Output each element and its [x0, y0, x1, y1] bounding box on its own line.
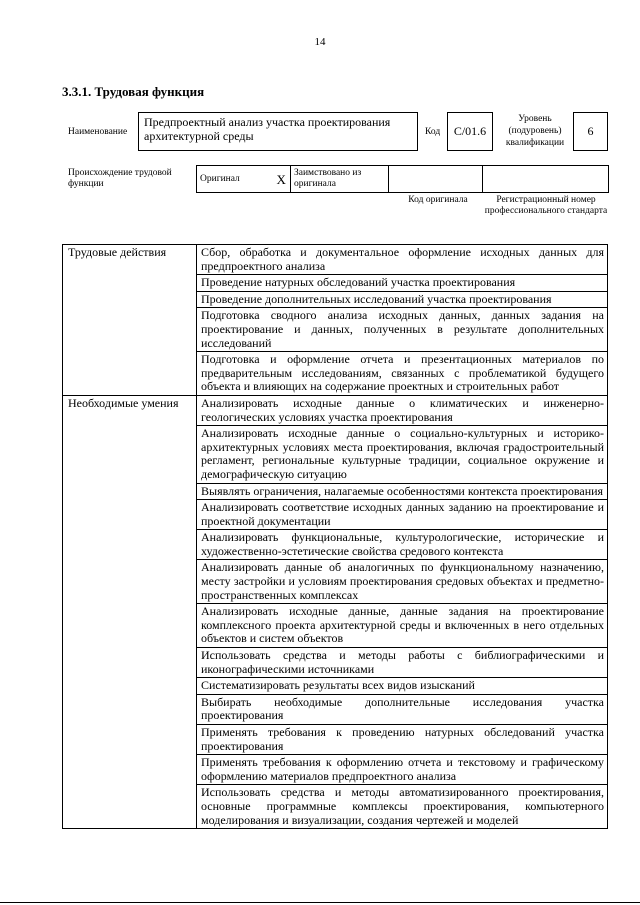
name-label: Наименование — [68, 127, 128, 137]
required-skill-heading: Необходимые умения — [63, 395, 197, 828]
section-title: 3.3.1. Трудовая функция — [62, 84, 205, 99]
labor-action-item: Подготовка и оформление отчета и презентационных материалов по предварительным исследованиям, связанных с проблематикой будущего объекта и влияющих на содержание проектных и строительных работ — [197, 352, 608, 396]
origin-label: Происхождение трудовой функции — [68, 168, 172, 189]
code-original-label: Код оригинала — [408, 195, 468, 205]
required-skill-item: Выявлять ограничения, налагаемые особенностями контекста проектирования — [197, 483, 608, 500]
required-skill-item: Использовать средства и методы работы с библиографическими и иконографическими источниками — [197, 648, 608, 678]
origin-table — [196, 165, 609, 193]
code-label: Код — [425, 127, 441, 137]
required-skill-item: Выбирать необходимые дополнительные исследования участка проектирования — [197, 694, 608, 724]
page-number: 14 — [314, 36, 326, 48]
required-skill-item: Систематизировать результаты всех видов изысканий — [197, 678, 608, 695]
required-skill-item: Анализировать исходные данные о социально-культурных и историко-архитектурных условиях места проектирования, включая градостроительный регламент, региональные культурные традиции, социальное окружение и демографическую ситуацию — [197, 426, 608, 483]
function-table — [62, 244, 608, 829]
function-name-box: Предпроектный анализ участка проектирования архитектурной среды — [138, 112, 418, 151]
required-skill-item: Анализировать исходные данные, данные задания на проектирование комплексного проекта архитектурной среды и включенных в него отдельных объектов и систем объектов — [197, 604, 608, 648]
labor-action-item: Проведение дополнительных исследований участка проектирования — [197, 291, 608, 308]
labor-action-row — [63, 245, 608, 275]
required-skill-item: Применять требования к оформлению отчета и текстовому и графическому оформлению материалов предпроектного анализа — [197, 755, 608, 785]
borrowed-cell: Заимствовано из оригинала — [291, 166, 389, 193]
level-box: 6 — [573, 112, 608, 151]
labor-action-heading: Трудовые действия — [63, 245, 197, 396]
required-skill-item: Анализировать функциональные, культурологические, исторические и художественно-эстетические свойства средового контекста — [197, 530, 608, 560]
required-skill-item: Анализировать данные об аналогичных по функциональному назначению, месту застройки и условиям проектирования средовых объектах и предметно-пространственных комплексах — [197, 560, 608, 604]
code-box: С/01.6 — [447, 112, 493, 151]
required-skill-item: Анализировать исходные данные о климатических и инженерно-геологических условиях участка проектирования — [197, 395, 608, 425]
level-label: Уровень (подуровень) квалификации — [505, 114, 565, 148]
labor-action-item: Подготовка сводного анализа исходных данных, данных задания на проектирование и данных, полученных в результате дополнительных исследований — [197, 308, 608, 352]
reg-number-cell — [483, 166, 609, 193]
required-skill-row — [63, 395, 608, 425]
original-cell: Оригинал — [197, 166, 273, 193]
reg-number-label: Регистрационный номер профессионального стандарта — [484, 195, 608, 216]
required-skill-item: Использовать средства и методы автоматизированного проектирования, основные программные комплексы проектирования, компьютерного моделирования и визуализации, создания чертежей и моделей — [197, 785, 608, 829]
original-code-cell — [389, 166, 483, 193]
original-mark: X — [273, 166, 291, 193]
required-skill-item: Применять требования к проведению натурных обследований участка проектирования — [197, 725, 608, 755]
labor-action-item: Проведение натурных обследований участка проектирования — [197, 275, 608, 292]
page-bottom-border — [0, 902, 640, 903]
labor-action-item: Сбор, обработка и документальное оформление исходных данных для предпроектного анализа — [197, 245, 608, 275]
required-skill-item: Анализировать соответствие исходных данных заданию на проектирование и проектной документации — [197, 500, 608, 530]
